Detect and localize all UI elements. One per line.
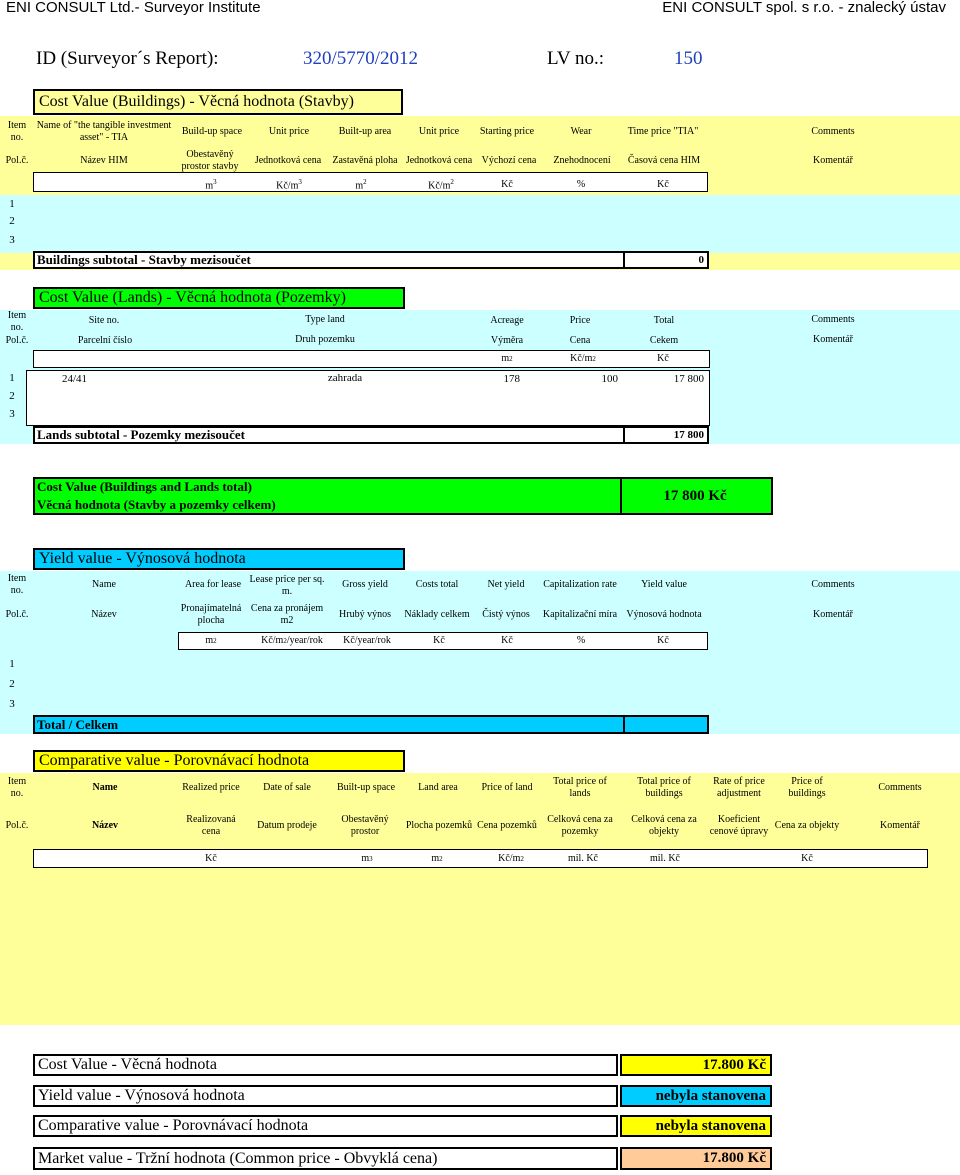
b-row-2: 2 [9, 215, 15, 228]
buildings-rows-bg [0, 195, 960, 253]
l-head-cz-type: Druh pozemku [295, 333, 355, 345]
l-head-total: Total [653, 314, 675, 326]
c-head-cz-builtup: Obestavěný prostor [341, 813, 389, 837]
c-unit-milkc2: mil. Kč [650, 852, 680, 864]
summary-yield-label: Yield value - Výnosová hodnota [33, 1085, 618, 1107]
l-head-comments: Comments [811, 313, 855, 325]
y-head-cz-net: Čistý výnos [482, 608, 530, 620]
lands-subtotal-value: 17 800 [673, 429, 704, 441]
c-head-cz-date: Datum prodeje [257, 819, 317, 831]
y-head-caprate: Capitalization rate [543, 578, 617, 590]
l-head-cz-acreage: Výměra [490, 334, 524, 346]
b-head-cz-comments: Komentář [813, 154, 853, 166]
c-head-cz-comments: Komentář [880, 819, 920, 831]
l-head-type: Type land [305, 313, 345, 325]
b-head-name: Name of "the tangible investment asset" - TIA [36, 119, 172, 143]
l-row-price: 100 [601, 373, 618, 385]
y-head-cz-comments: Komentář [813, 608, 853, 620]
y-head-cz-name: Název [91, 608, 117, 620]
l-row-site: 24/41 [62, 373, 88, 385]
lv-value: 150 [674, 48, 703, 69]
y-row-3: 3 [9, 698, 15, 711]
l-row-no: 2 [9, 390, 15, 403]
c-unit-m2: m 2 [431, 852, 443, 864]
l-head-cz-comments: Komentář [813, 333, 853, 345]
y-head-cz-yield: Výnosová hodnota [626, 608, 702, 620]
header-right: ENI CONSULT spol. s r.o. - znalecký ústav [662, 0, 946, 16]
report-id-value: 320/5770/2012 [303, 48, 419, 69]
c-head-cz-totallands: Celková cena za pozemky [547, 813, 613, 837]
c-head-rate: Rate of price adjustment [713, 775, 765, 799]
b-unit-m3: $m^3$ [205, 177, 217, 191]
yield-table [0, 571, 960, 734]
y-unit-pct: % [576, 634, 586, 646]
lv-label: LV no.: [547, 48, 605, 69]
comparative-table [0, 773, 960, 1025]
y-head-gross: Gross yield [342, 578, 388, 590]
b-head-cz-name: Název HIM [80, 154, 128, 166]
y-unit-kc2: Kč [501, 634, 513, 646]
y-head-cz-gross: Hrubý výnos [339, 608, 391, 620]
b-row-1: 1 [9, 198, 15, 211]
summary-cost-label: Cost Value - Věcná hodnota [33, 1054, 618, 1076]
l-head-cz-item: Pol.č. [5, 334, 29, 346]
summary-yield-value: nebyla stanovena [620, 1085, 772, 1107]
comparative-title: Comparative value - Porovnávací hodnota [33, 750, 405, 772]
c-head-cz-rate: Koeficient cenové úpravy [709, 813, 769, 837]
c-head-cz-landarea: Plocha pozemků [405, 819, 473, 831]
lands-subtotal-label: Lands subtotal - Pozemky mezisoučet [37, 427, 245, 442]
l-unit-kcm2: Kč/m 2 [570, 352, 596, 364]
c-head-builtup: Built-up space [336, 781, 396, 793]
b-head-cz-item: Pol.č. [5, 154, 29, 166]
c-unit-kc2: Kč [801, 852, 813, 864]
y-head-costs: Costs total [415, 578, 459, 590]
c-head-cz-pricebuildings: Cena za objekty [774, 819, 840, 831]
b-unit-kcm2: $Kč/m^2$ [428, 177, 454, 191]
y-head-lease: Lease price per sq. m. [249, 573, 325, 597]
lands-units-box [33, 350, 710, 368]
yield-total-divider [623, 717, 625, 732]
c-head-cz-priceland: Cena pozemků [477, 819, 537, 831]
b-head-unitprice1: Unit price [268, 125, 310, 137]
b-head-unitprice2: Unit price [418, 125, 460, 137]
yield-total-row [33, 715, 709, 734]
y-unit-kcm2year: Kč/m 2 /year/rok [261, 634, 323, 646]
y-head-cz-caprate: Kapitalizační míra [542, 608, 618, 620]
b-head-cz-buildup: Obestavěný prostor stavby [181, 148, 239, 172]
l-row-type: zahrada [327, 372, 363, 385]
c-head-priceland: Price of land [481, 781, 533, 793]
y-row-2: 2 [9, 678, 15, 691]
c-head-totalbuildings: Total price of buildings [637, 775, 691, 799]
b-unit-kc1: Kč [501, 178, 513, 190]
c-head-cz-totalbuildings: Celková cena za objekty [631, 813, 697, 837]
summary-comparative-value: nebyla stanovena [620, 1115, 772, 1137]
summary-market-label: Market value - Tržní hodnota (Common price - Obvyklá cena) [33, 1147, 618, 1170]
cost-total-line1: Cost Value (Buildings and Lands total) [37, 479, 252, 494]
report-id-label: ID (Surveyor´s Report): [36, 48, 219, 69]
b-head-timeprice: Time price "TIA" [627, 125, 699, 137]
b-unit-kc2: Kč [657, 178, 669, 190]
b-head-cz-wear: Znehodnocení [553, 154, 611, 166]
c-head-pricebuildings: Price of buildings [788, 775, 826, 799]
c-unit-milkc1: mil. Kč [568, 852, 598, 864]
b-unit-m2: $m^2$ [355, 177, 367, 191]
b-head-cz-timeprice: Časová cena HIM [627, 154, 701, 166]
l-head-site: Site no. [88, 314, 120, 326]
y-unit-kc1: Kč [433, 634, 445, 646]
y-head-cz-costs: Náklady celkem [404, 608, 470, 620]
y-head-comments: Comments [811, 578, 855, 590]
c-head-date: Date of sale [263, 781, 311, 793]
buildings-title: Cost Value (Buildings) - Věcná hodnota (Stavby) [33, 89, 403, 115]
l-head-item: Item no. [7, 309, 27, 333]
b-head-cz-unitprice1: Jednotková cena [254, 154, 322, 166]
b-unit-kcm3: $Kč/m^3$ [276, 177, 302, 191]
l-row-no: 1 [9, 372, 15, 385]
c-head-comments: Comments [878, 781, 922, 793]
c-head-totallands: Total price of lands [553, 775, 607, 799]
y-unit-kc3: Kč [657, 634, 669, 646]
b-unit-pct: % [576, 178, 586, 190]
b-head-builtarea: Built-up area [338, 125, 392, 137]
c-head-item: Item no. [7, 775, 27, 799]
y-unit-kcyear: Kč/year/rok [343, 634, 391, 646]
b-head-cz-unitprice2: Jednotková cena [405, 154, 473, 166]
l-row-no: 3 [9, 408, 15, 421]
header-left: ENI CONSULT Ltd.- Surveyor Institute [6, 0, 261, 16]
b-head-wear: Wear [570, 125, 592, 137]
c-unit-m3: m 3 [361, 852, 373, 864]
y-head-cz-lease: Cena za pronájem m2 [250, 602, 324, 626]
l-row-acreage: 178 [503, 373, 520, 385]
c-head-cz-name: Název [91, 819, 119, 831]
l-unit-m2: m 2 [501, 352, 513, 364]
buildings-subtotal-label: Buildings subtotal - Stavby mezisoučet [37, 252, 251, 267]
y-unit-m2: m 2 [205, 634, 217, 646]
yield-title: Yield value - Výnosová hodnota [33, 548, 405, 570]
l-head-cz-total: Cekem [649, 334, 679, 346]
summary-comparative-label: Comparative value - Porovnávací hodnota [33, 1115, 618, 1137]
y-head-item: Item no. [7, 572, 27, 596]
l-head-acreage: Acreage [490, 314, 524, 326]
l-unit-kc: Kč [657, 352, 669, 364]
b-head-item: Item no. [7, 119, 27, 143]
summary-market-value: 17.800 Kč [620, 1147, 772, 1170]
c-head-name: Name [92, 781, 118, 793]
c-head-realized: Realized price [182, 781, 240, 793]
c-unit-kcm2: Kč/m 2 [498, 852, 524, 864]
c-head-cz-realized: Realizovaná cena [186, 813, 236, 837]
b-head-cz-builtarea: Zastavěná ploha [332, 154, 398, 166]
yield-total-label: Total / Celkem [37, 717, 119, 732]
y-head-cz-item: Pol.č. [5, 608, 29, 620]
c-unit-kc1: Kč [205, 852, 217, 864]
y-head-area: Area for lease [184, 578, 242, 590]
c-head-landarea: Land area [418, 781, 458, 793]
cost-total-value: 17 800 Kč [663, 487, 727, 504]
y-head-cz-area: Pronajímatelná plocha [180, 602, 242, 626]
y-head-net: Net yield [487, 578, 525, 590]
b-row-3: 3 [9, 234, 15, 247]
l-head-cz-site: Parcelní číslo [77, 334, 133, 346]
y-head-yield: Yield value [641, 578, 687, 590]
l-row-total: 17 800 [673, 373, 704, 385]
l-head-cz-price: Cena [569, 334, 591, 346]
y-head-name: Name [92, 578, 116, 590]
y-row-1: 1 [9, 658, 15, 671]
b-head-buildup: Build-up space [181, 125, 243, 137]
lands-title: Cost Value (Lands) - Věcná hodnota (Pozemky) [33, 287, 405, 309]
buildings-subtotal-value: 0 [698, 254, 704, 266]
summary-cost-value: 17.800 Kč [620, 1054, 772, 1076]
b-head-cz-starting: Výchozí cena [481, 154, 537, 166]
b-head-comments: Comments [811, 125, 855, 137]
cost-total-line2: Věcná hodnota (Stavby a pozemky celkem) [37, 497, 276, 512]
l-head-price: Price [569, 314, 591, 326]
c-head-cz-item: Pol.č. [5, 819, 29, 831]
b-head-starting: Starting price [479, 125, 535, 137]
